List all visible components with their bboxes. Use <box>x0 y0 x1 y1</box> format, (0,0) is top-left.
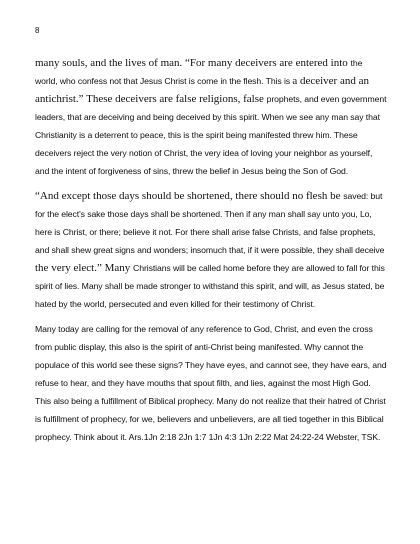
text-run: the world, who confess not that Jesus Christ is come in the flesh. This is <box>35 58 363 86</box>
paragraph-2 <box>35 186 387 312</box>
body-text <box>35 53 387 452</box>
text-run: Many today are calling for the removal of any reference to God, Christ, and even the cross from public display, this also is the spirit of anti-Christ being manifested. Why cannot the populace of this world see these signs? They have eyes, and cannot see, they have ears, and refuse to hear, and they have mouths that spout filth, and lies, against the most High God. This also being a fulfillment of Biblical prophecy. Many do not realize that their hatred of Christ is fulfillment of prophecy, for we, believers and unbelievers, are all tied together in this Biblical prophecy. Think about it. Ars.1Jn 2:18 2Jn 1:7 1Jn 4:3 1Jn 2:22 Mat 24:22-24 Webster, TSK. <box>35 324 387 442</box>
text-run: the very elect.” Many <box>35 262 134 274</box>
text-run: prophets, and even government leaders, that are deceiving and being deceived by this spirit. When we see any man say that Christianity is a deterrent to peace, this is the spirit being manifested threw him. These deceivers reject the very notion of Christ, the very idea of loving your neighbor as yourself, and the intent of forgiveness of sins, threw the belief in Jesus being the Son of God. <box>35 94 387 176</box>
text-run: “And except those days should be shortened, there should no flesh be <box>35 190 344 202</box>
text-run: saved: but for the elect's sake those days shall be shortened. Then if any man shall say unto you, Lo, here is Christ, or there; believe it not. For there shall arise false Christs, and false prophets, and shall shew great signs and wonders; insomuch that, if it were possible, they shall deceive <box>35 191 385 255</box>
paragraph-3 <box>35 319 387 445</box>
text-run: many souls, and the lives of man. “For many deceivers are entered into <box>35 57 351 69</box>
paragraph-1 <box>35 53 387 179</box>
page-number: 8 <box>35 26 40 35</box>
text-run: a deceiver and an antichrist.” These deceivers are false religions, false <box>35 75 369 105</box>
text-run: Christians will be called home before they are allowed to fall for this spirit of lies. Many shall be made stronger to withstand this spirit, and will, as Jesus stated, be hated by the world, persecuted and even killed for their testimony of Christ. <box>35 263 385 309</box>
